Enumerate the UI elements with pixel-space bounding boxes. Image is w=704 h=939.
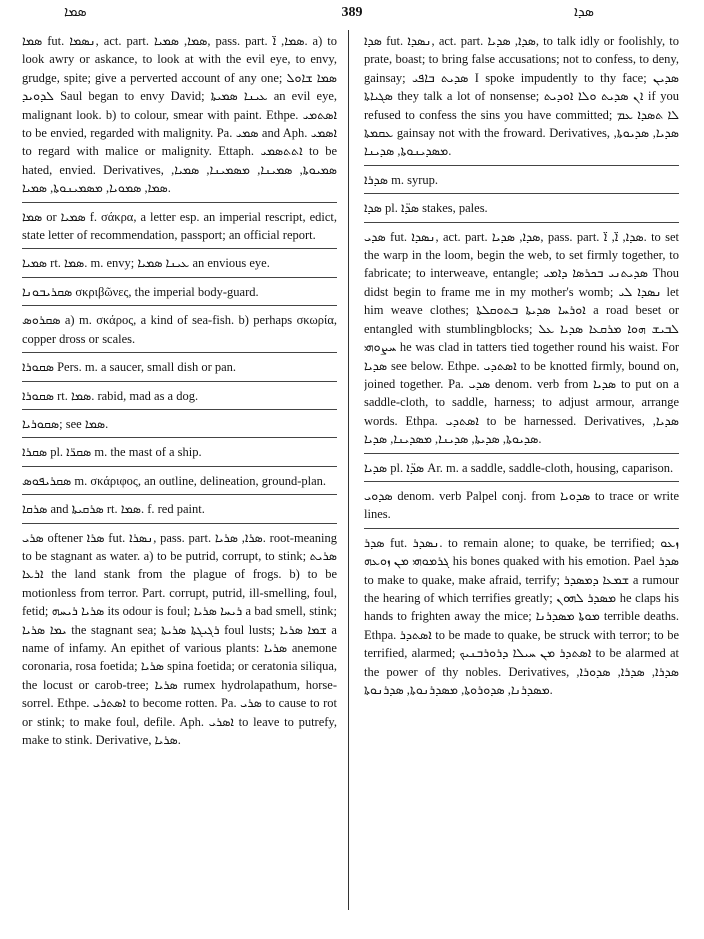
entry-text: ܣܩܪܘܣ a) m. σκάρος, a kind of sea-fish. b) perhaps σκωρία, copper dross or scales. xyxy=(22,313,337,346)
dictionary-entry xyxy=(22,208,337,250)
running-head-right: ܣܕܐ xyxy=(573,5,594,20)
entry-text: ܣܩܪܝܦܘܣ m. σκάριφος, an outline, delineation, ground-plan. xyxy=(22,473,327,488)
entry-text: ܣܪܩܐ and ܣܪܩܝܬܐ rt. ܣܡܐ. f. red paint. xyxy=(22,502,205,517)
entry-text: ܣܩܪܐ pl. ܣܩܪ̈ܐ m. the mast of a ship. xyxy=(22,445,202,460)
entry-text: ܣܕܝ fut. ܢܣܕܐ, act. part. ܣܕܐ, ܣܕܝܐ, pass. part. ܣܕܐ, ܐ̈, ܐ̈. to set the warp in the loom, begin the web, to set firmly together, to fabricate; to interweave, entangle; ܣܕܝܬܢܝ ܒܟܪܣܐ ܕܐܡܝ Thou didst begin to frame me in my mother's womb; ܢܣܕܐ ܠܝ let him weave clothes; ܐܘܪܚܐ ܣܕܝܬܐ ܒܬܘܩܠܬܐ a road beset or entangled with stumblingblocks; ܠܒܝܫ ܗܘܐ ܡܪܩܥܐ ܣܕܝܐ ܥܠ ܚܨܘܗܝ he was clad in tatters tied together round his waist. For ܣܕܝܐ see below. Ethpe. ܐܣܬܕܝ to be knotted firmly, bound on, joined together. Pa. ܣܕܝ denom. verb from ܣܕܝܐ to put on a saddle-cloth, to saddle, harness; to adjust armour, arrange words. Ethpa. ܐܣܬܕܝ to be harnessed. Derivatives, ܣܕܝܐ, ܣܕܝܘܬܐ, ܣܕܝܬܐ, ܣܕܝܢܐ, ܡܣܕܝܢܐ, ܣܕܝܐ. xyxy=(364,229,679,447)
dictionary-entry xyxy=(22,358,337,381)
entry-text: ܣܡܝܐ rt. ܣܡܐ. m. envy; ܥܝܢܐ ܣܡܝܐ an envious eye. xyxy=(22,256,270,271)
running-head-left: ܣܡܐ xyxy=(64,5,87,20)
entry-text: ܣܕܐ pl. ܣܕ̈ܐ stakes, pales. xyxy=(364,201,488,216)
entry-text: ܣܡܐ fut. ܢܣܡܐ, act. part. ܣܡܐ, ܣܡܝܐ, pass. part. ܣܡܐ, ܐ̈. a) to look awry or askance, to look at with the evil eye, to envy, grudge, spite; give a perverted account of any one; ܣܡܐ ܫܐܘܠ ܠܕܘܝܕ Saul began to envy David; ܥܝܢܐ ܣܡܝܬܐ an evil eye, malignant look. b) to colour, smear with paint. Ethpe. ܐܣܬܡܝ to be envied, regarded with malignity. Pa. ܣܡܝ and Aph. ܐܣܡܝ to regard with malice or malignity. Ettaph. ܐܬܬܣܡܝ to be hated, envied. Derivatives, ܣܡܝܘܬܐ, ܣܡܝܢܐ, ܡܣܡܝܢܐ, ܣܡܝܐ, ܣܡܐ, ܣܡܘܝܐ, ܡܣܡܝܢܘܬܐ, ܣܡܝܐ. xyxy=(22,34,337,196)
dictionary-entry xyxy=(364,199,679,222)
left-column xyxy=(22,32,337,930)
column-divider xyxy=(348,30,349,910)
dictionary-entry xyxy=(22,472,337,495)
entry-text: ܣܪܝ oftener ܣܪܐ fut. ܢܣܪܐ, pass. part. ܣܪܐ, ܣܪܝܐ. root-meaning to be stagnant as water. a) to be putrid, corrupt, to stink; ܣܪܝܬ ܐܪܥܐ the land stank from the plague of frogs. b) to be motionless from terror. Part. corrupt, putrid, ill-smelling, foul, fetid; ܣܪܝܐ ܪܝܚܗ its odour is foul; ܪܝܚܐ ܣܪܝܐ a bad smell, stink; ܝܡܐ ܣܪܝܐ the stagnant sea; ܪܓܝܓܬܐ ܣܪܝܬܐ foul lusts; ܫܡܐ ܣܪܝܐ a name of infamy. An epithet of various plants: ܣܪܝܐ anemone coronaria, rosa foetida; ܣܪܝܐ spina foetida; or ceratonia siliqua, the locust or carob-tree; ܣܪܝܐ rumex hydrolapathum, horse-sorrel. Ethpe. ܐܣܬܪܝ to become rotten. Pa. ܣܪܝ to cause to rot or stink; to make foul, defile. Aph. ܐܣܪܝ to leave to putrefy, make to stink. Derivative, ܣܪܝܐ. xyxy=(22,530,337,747)
dictionary-entry xyxy=(22,32,337,203)
entry-text: ܣܩܪܝܒܘܢܐ σκριβῶνες, the imperial body-guard. xyxy=(22,284,259,299)
entry-text: ܣܡܐ or ܣܡܝܐ f. σάκρα, a letter esp. an imperial rescript, edict, state letter of recommendation, passport; an official report. xyxy=(22,209,337,243)
dictionary-entry xyxy=(22,254,337,277)
dictionary-entry xyxy=(364,534,679,704)
entry-text: ܣܩܘܪܝܐ; see ܣܡܐ. xyxy=(22,416,109,431)
entry-text: ܣܕܪ fut. ܢܣܕܪ. to remain alone; to quake, be terrified; ܙܥܘ ܓܪܡܘܗܝ ܡܢ ܙܘܥܗ his bones quaked with his emotion. Pael ܣܕܪ to make to quake, make afraid, terrify; ܫܡܥܐ ܕܡܣܕܪ a rumour the hearing of which terrifies greatly; ܡܣܕܪ ܠܗܘܢ he claps his hands to frighten away the mice; ܡܘܬܐ ܡܣܕܪܢܐ terrible deaths. Ethpa. ܐܣܬܕܪ to be made to quake, be struck with terror; to be terrified, alarmed; ܐܣܬܕܪ ܡܢ ܚܝܠܐ ܕܪܘܪܒܢܝܟ to be alarmed at the power of thy nobles. Derivatives, ܣܕܪܐ, ܣܕܪܐ, ܣܕܘܪܐ, ܡܣܕܪܢܐ, ܣܕܘܪܘܬܐ, ܡܣܕܪܢܘܬܐ, ܣܕܪܢܘܬܐ. xyxy=(364,535,679,697)
dictionary-entry xyxy=(364,487,679,529)
dictionary-entry xyxy=(22,500,337,523)
dictionary-entry xyxy=(22,311,337,353)
dictionary-entry xyxy=(22,443,337,466)
dictionary-entry xyxy=(22,387,337,410)
page-number: 389 xyxy=(341,5,363,20)
entry-text: ܣܕܐ fut. ܢܣܕܐ, act. part. ܣܕܐ, ܣܕܝܐ, to talk idly or foolishly, to prate, boast; to bring false accusations; not to confess, to deny, gainsay; ܣܕܝܬ ܒܐܦܝ I spoke impudently to thy face; ܣܕܝܢ ܣܓܝܐܬܐ they talk a lot of nonsense; ܐܢ ܣܕܝܬ ܘܠܐ ܐܘܕܝܬ if you refused to confess the sins you have committed; ܠܐ ܬܣܕܐ ܥܡ ܥܩܡܬܐ gainsay not with the froward. Derivatives, ܣܕܝܐ, ܣܕܝܘܬܐ, ܡܣܕܝܢܘܬܐ, ܣܕܝܢܐ. xyxy=(364,34,679,159)
dictionary-entry xyxy=(364,171,679,194)
dictionary-entry xyxy=(364,228,679,454)
entry-text: ܣܕܪܐ m. syrup. xyxy=(364,172,438,187)
dictionary-entry xyxy=(364,32,679,166)
entry-text: ܣܕܘܝ denom. verb Palpel conj. from ܣܕܘܝܐ to trace or write lines. xyxy=(364,488,679,522)
dictionary-entry xyxy=(22,529,337,754)
entry-text: ܣܩܘܪܐ rt. ܣܡܐ. rabid, mad as a dog. xyxy=(22,388,199,403)
right-column xyxy=(364,32,679,912)
dictionary-entry xyxy=(364,459,679,482)
dictionary-entry xyxy=(22,283,337,306)
entry-text: ܣܕܝܐ pl. ܣܕ̈ܐ Ar. m. a saddle, saddle-cloth, housing, caparison. xyxy=(364,460,674,475)
entry-text: ܣܩܘܪܐ Pers. m. a saucer, small dish or pan. xyxy=(22,360,237,375)
dictionary-entry xyxy=(22,415,337,438)
